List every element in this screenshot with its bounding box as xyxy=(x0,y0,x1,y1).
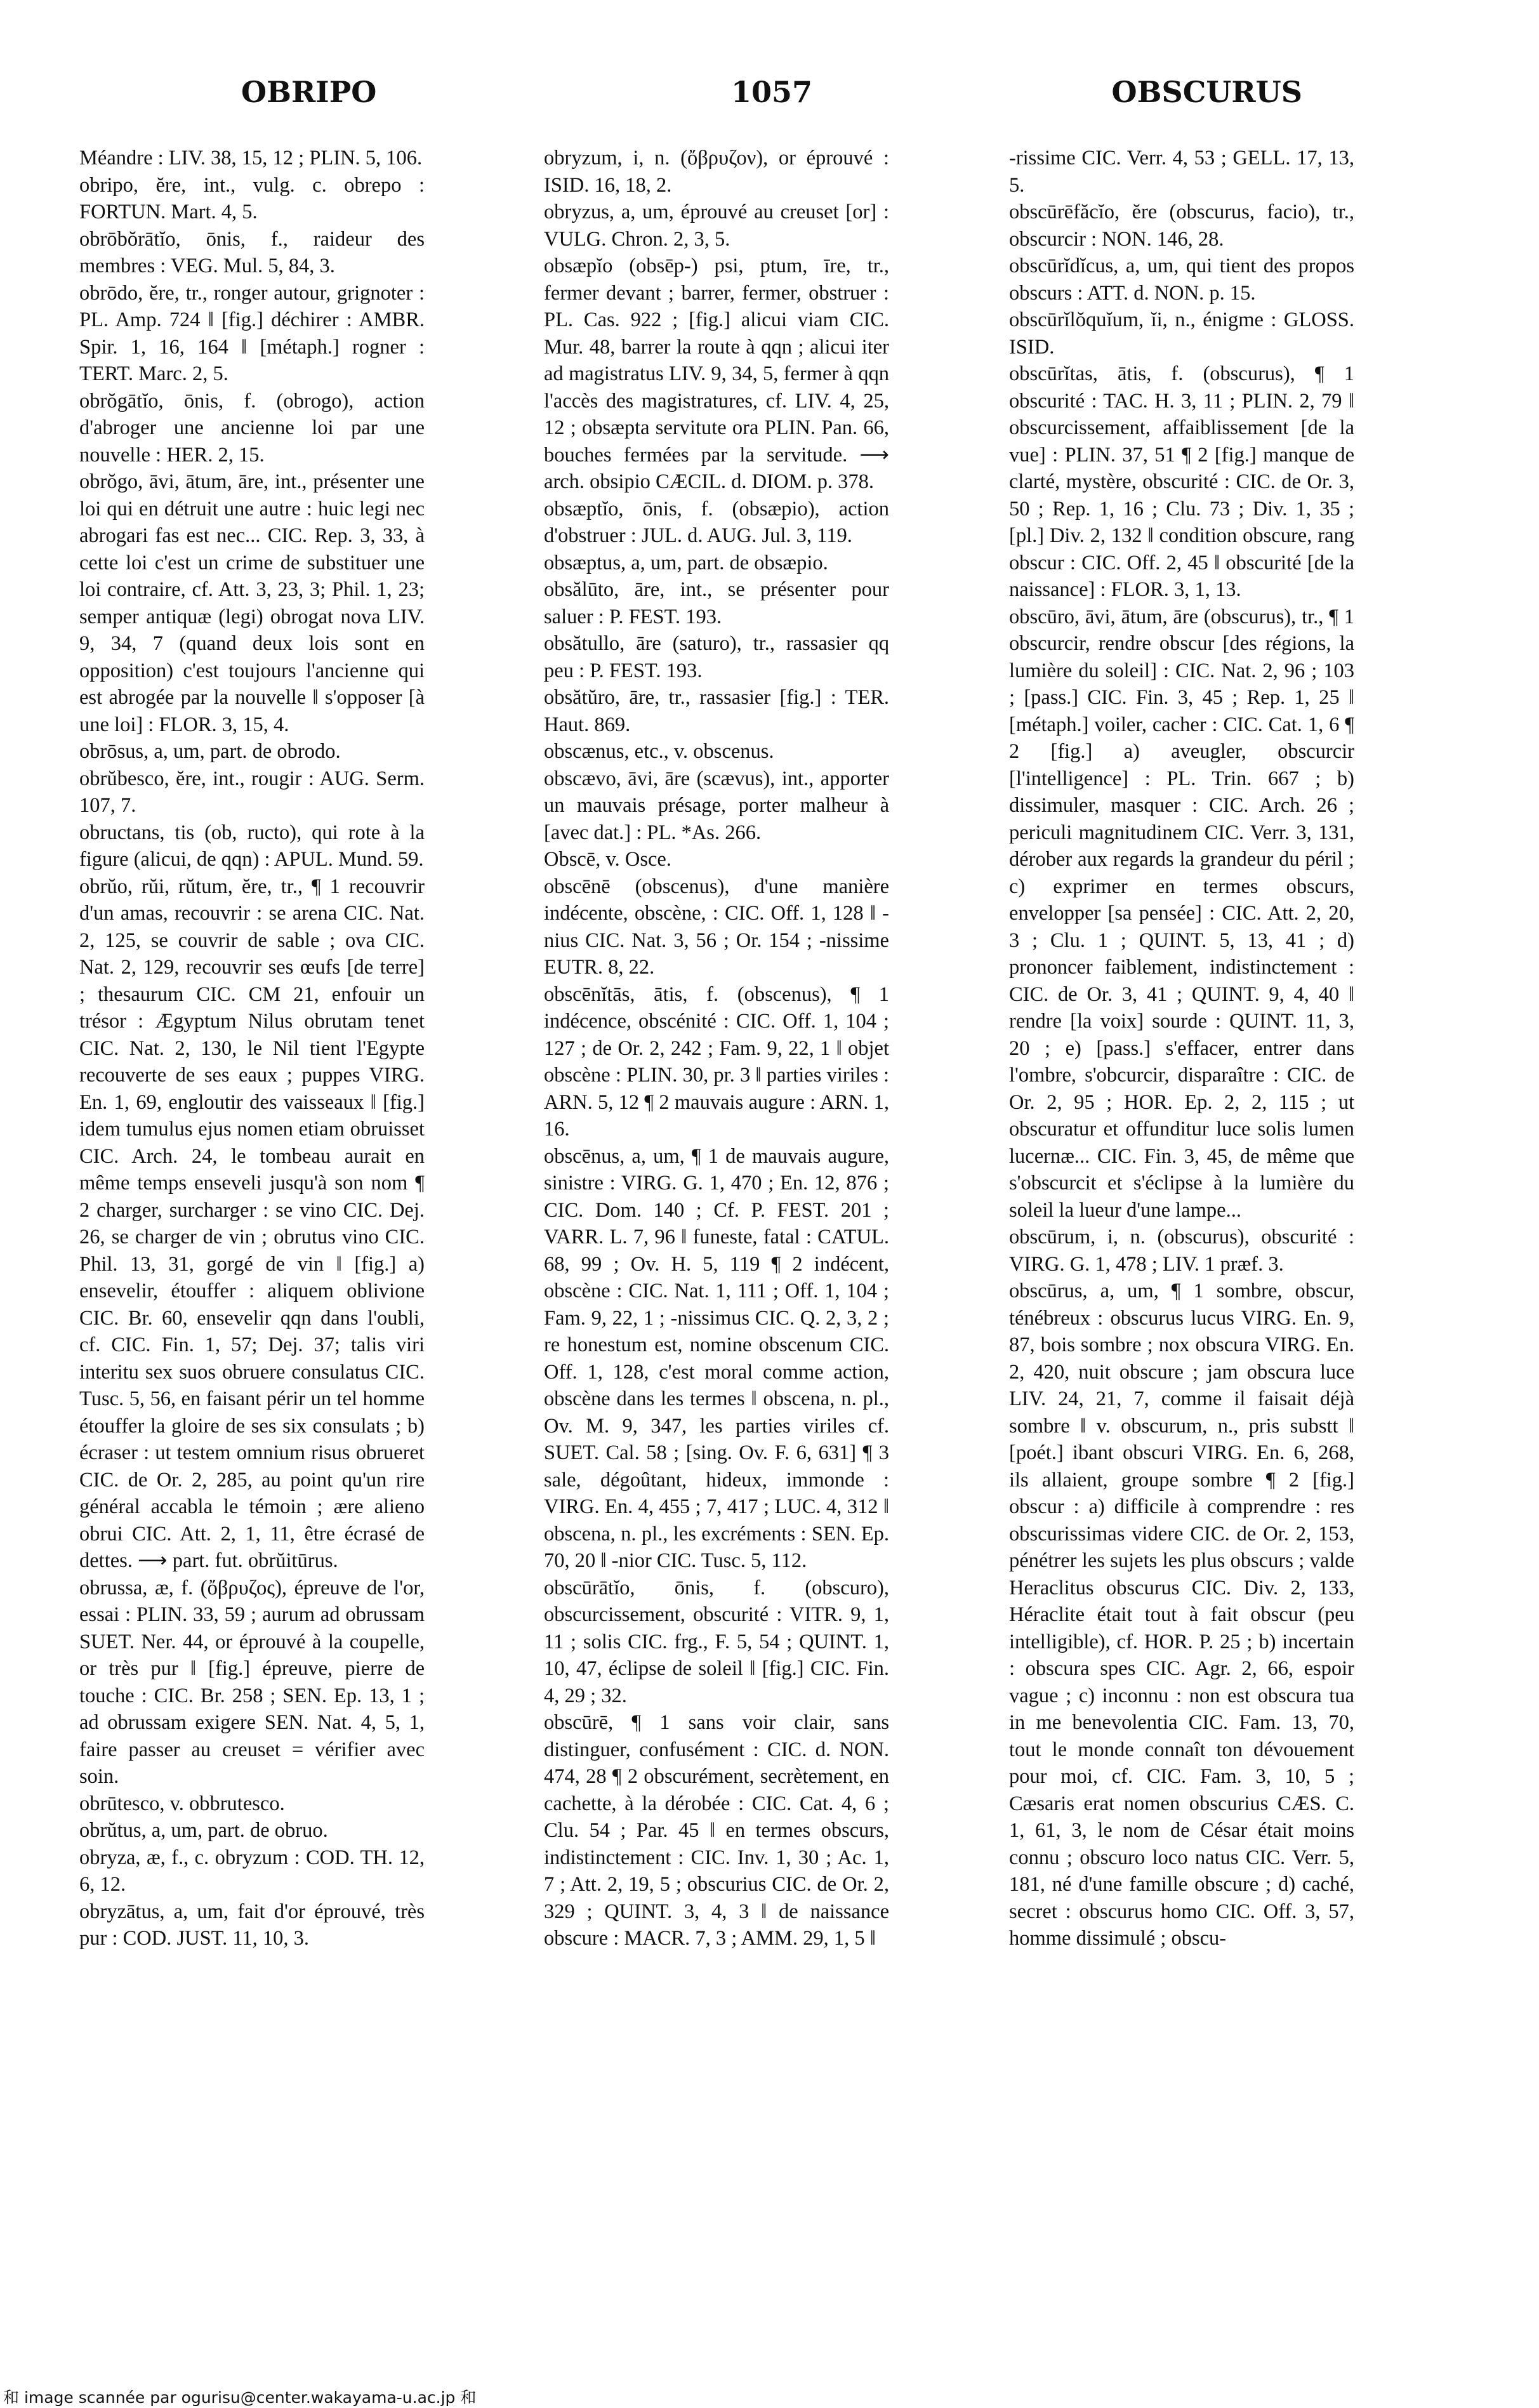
entry: obscūrēfăcĭo, ĕre (obscurus, facio), tr., obscurcir : NON. 146, 28. xyxy=(1009,201,1354,251)
entry: obscūrĭtas, ātis, f. (obscurus), ¶ 1 obscurité : TAC. H. 3, 11 ; PLIN. 2, 79 ‖ obscurcissement, affaiblissement [de la vue] : PLIN. 37, 51 ¶ 2 [fig.] manque de clarté, mystère, obscurité : CIC. de Or. 3, 50 ; Rep. 1, 16 ; Clu. 73 ; Div. 1, 35 ; [pl.] Div. 2, 132 ‖ condition obscure, rang obscur : CIC. Off. 2, 45 ‖ obscurité [de la naissance] : FLOR. 3, 1, 13. xyxy=(1009,362,1354,601)
entry: obryzātus, a, um, fait d'or éprouvé, très pur : COD. JUST. 11, 10, 3. xyxy=(79,1900,425,1950)
running-head-left: OBRIPO xyxy=(241,75,377,109)
entry: obryza, æ, f., c. obryzum : COD. TH. 12, 6, 12. xyxy=(79,1846,425,1896)
column-right xyxy=(1009,145,1354,1952)
entry: Obscē, v. Osce. xyxy=(544,848,671,871)
entry: obrussa, æ, f. (ὄβρυζος), épreuve de l'or, essai : PLIN. 33, 59 ; aurum ad obrussam SUET. Ner. 44, or éprouvé à la coupelle, or très pur ‖ [fig.] épreuve, pierre de touche : CIC. Br. 258 ; SEN. Ep. 13, 1 ; ad obrussam exigere SEN. Nat. 4, 5, 1, faire passer au creuset = vérifier avec soin. xyxy=(79,1576,425,1788)
entry: obrŏgātĭo, ōnis, f. (obrogo), action d'abroger une ancienne loi par une nouvelle : HER. 2, 15. xyxy=(79,389,425,466)
entry: obscūro, āvi, ātum, āre (obscurus), tr., ¶ 1 obscurcir, rendre obscur [des régions, la lumière du soleil] : CIC. Nat. 2, 96 ; 103 ; [pass.] CIC. Fin. 3, 45 ; Rep. 1, 25 ‖ [métaph.] voiler, cacher : CIC. Cat. 1, 6 ¶ 2 [fig.] a) aveugler, obscurcir [l'intelligence] : PL. Trin. 667 ; b) dissimuler, masquer : CIC. Arch. 26 ; periculi magnitudinem CIC. Verr. 3, 131, dérober aux regards la grandeur du péril ; c) exprimer en termes obscurs, envelopper [sa pensée] : CIC. Att. 2, 20, 3 ; Clu. 1 ; QUINT. 5, 13, 41 ; d) prononcer faiblement, indistinctement : CIC. de Or. 3, 41 ; QUINT. 9, 4, 40 ‖ rendre [la voix] sourde : QUINT. 11, 3, 20 ; e) [pass.] s'effacer, entrer dans l'ombre, s'obcurcir, disparaître : CIC. de Or. 2, 95 ; HOR. Ep. 2, 2, 115 ; ut obscuratur et offunditur luce solis lumen lucernæ... CIC. Fin. 3, 45, de même que s'obscurcit et s'éclipse à la lumière du soleil la lueur d'une lampe... xyxy=(1009,605,1354,1222)
entry: obscūrĭlŏquĭum, ĭi, n., énigme : GLOSS. ISID. xyxy=(1009,308,1354,359)
entry: obscēnĭtās, ātis, f. (obscenus), ¶ 1 indécence, obscénité : CIC. Off. 1, 104 ; 127 ; de Or. 2, 242 ; Fam. 9, 22, 1 ‖ objet obscène : PLIN. 30, pr. 3 ‖ parties viriles : ARN. 5, 12 ¶ 2 mauvais augure : ARN. 1, 16. xyxy=(544,982,889,1141)
entry: obrōsus, a, um, part. de obrodo. xyxy=(79,740,341,763)
entry: obsătullo, āre (saturo), tr., rassasier qq peu : P. FEST. 193. xyxy=(544,632,889,682)
column-middle xyxy=(544,145,889,1952)
entry: obscænus, etc., v. obscenus. xyxy=(544,740,774,763)
entry: obscūrum, i, n. (obscurus), obscurité : VIRG. G. 1, 478 ; LIV. 1 præf. 3. xyxy=(1009,1226,1354,1276)
entry: obscūrus, a, um, ¶ 1 sombre, obscur, ténébreux : obscurus lucus VIRG. En. 9, 87, bois sombre ; nox obscura VIRG. En. 2, 420, nuit obscure ; jam obscura luce LIV. 24, 21, 7, comme il faisait déjà sombre ‖ v. obscurum, n., pris substt ‖ [poét.] ibant obscuri VIRG. En. 6, 268, ils allaient, groupe sombre ¶ 2 [fig.] obscur : a) difficile à comprendre : res obscurissimas videre CIC. de Or. 2, 153, pénétrer les sujets les plus obscurs ; valde Heraclitus obscurus CIC. Div. 2, 133, Héraclite était tout à fait obscur (peu intelligible), cf. HOR. P. 25 ; b) incertain : obscura spes CIC. Agr. 2, 66, espoir vague ; c) inconnu : non est obscura tua in me benevolentia CIC. Fam. 13, 70, tout le monde connaît ton dévouement pour moi, cf. CIC. Fam. 3, 10, 5 ; Cæsaris erat nomen obscurius CÆS. C. 1, 61, 3, le nom de César était moins connu ; obscuro loco natus CIC. Verr. 5, 181, né d'une famille obscure ; d) caché, secret : obscurus homo CIC. Off. 3, 57, homme dissimulé ; obscu- xyxy=(1009,1280,1354,1950)
entry: obsătŭro, āre, tr., rassasier [fig.] : TER. Haut. 869. xyxy=(544,686,889,736)
entry: obrŏgo, āvi, ātum, āre, int., présenter une loi qui en détruit une autre : huic legi nec abrogari fas est nec... CIC. Rep. 3, 33, à cette loi c'est un crime de substituer une loi contraire, cf. Att. 3, 23, 3; Phil. 1, 23; semper antiquæ (legi) obrogat nova LIV. 9, 34, 7 (quand deux lois sont en opposition) c'est toujours l'ancienne qui est abrogée par la nouvelle ‖ s'opposer [à une loi] : FLOR. 3, 15, 4. xyxy=(79,470,425,736)
entry: obsălūto, āre, int., se présenter pour saluer : P. FEST. 193. xyxy=(544,578,889,628)
entry: obryzus, a, um, éprouvé au creuset [or] : VULG. Chron. 2, 3, 5. xyxy=(544,201,889,251)
entry: obrōbŏrātĭo, ōnis, f., raideur des membres : VEG. Mul. 5, 84, 3. xyxy=(79,227,425,277)
entry: obscævo, āvi, āre (scævus), int., apporter un mauvais présage, porter malheur à [avec dat.] : PL. *As. 266. xyxy=(544,767,889,844)
entry: obryzum, i, n. (ὄβρυζον), or éprouvé : ISID. 16, 18, 2. xyxy=(544,147,889,197)
entry: obrūtesco, v. obbrutesco. xyxy=(79,1792,285,1815)
entry: obscūrē, ¶ 1 sans voir clair, sans distinguer, confusément : CIC. d. NON. 474, 28 ¶ 2 obscurément, secrètement, en cachette, à la dérobée : CIC. Cat. 4, 6 ; Clu. 54 ; Par. 45 ‖ en termes obscurs, indistinctement : CIC. Inv. 1, 30 ; Ac. 1, 7 ; Att. 2, 19, 5 ; obscurius CIC. de Or. 2, 329 ; QUINT. 3, 4, 3 ‖ de naissance obscure : MACR. 7, 3 ; AMM. 29, 1, 5 ‖ xyxy=(544,1711,889,1950)
entry: obrōdo, ĕre, tr., ronger autour, grignoter : PL. Amp. 724 ‖ [fig.] déchirer : AMBR. Spir. 1, 16, 164 ‖ [métaph.] rogner : TERT. Marc. 2, 5. xyxy=(79,281,425,385)
entry: obsæptĭo, ōnis, f. (obsæpio), action d'obstruer : JUL. d. AUG. Jul. 3, 119. xyxy=(544,497,889,547)
entry: Méandre : LIV. 38, 15, 12 ; PLIN. 5, 106. xyxy=(79,147,423,169)
column-left xyxy=(79,145,425,1952)
entry: obscūrātĭo, ōnis, f. (obscuro), obscurcissement, obscurité : VITR. 9, 1, 11 ; solis CIC. frg., F. 5, 54 ; QUINT. 1, 10, 47, éclipse de soleil ‖ [fig.] CIC. Fin. 4, 29 ; 32. xyxy=(544,1576,889,1707)
entry: obscēnē (obscenus), d'une manière indécente, obscène, : CIC. Off. 1, 128 ‖ -nius CIC. Nat. 3, 56 ; Or. 154 ; -nissime EUTR. 8, 22. xyxy=(544,875,889,979)
entry: obscūrĭdĭcus, a, um, qui tient des propos obscurs : ATT. d. NON. p. 15. xyxy=(1009,255,1354,305)
entry: obrŭbesco, ĕre, int., rougir : AUG. Serm. 107, 7. xyxy=(79,767,425,817)
entry: obscēnus, a, um, ¶ 1 de mauvais augure, sinistre : VIRG. G. 1, 470 ; En. 12, 876 ; CIC. Dom. 140 ; Cf. P. FEST. 201 ; VARR. L. 7, 96 ‖ funeste, fatal : CATUL. 68, 99 ; Ov. H. 5, 119 ¶ 2 indécent, obscène : CIC. Nat. 1, 111 ; Off. 1, 104 ; Fam. 9, 22, 1 ; -nissimus CIC. Q. 2, 3, 2 ; re honestum est, nomine obscenum CIC. Off. 1, 128, c'est moral comme action, obscène dans les termes ‖ obscena, n. pl., Ov. M. 9, 347, les parties viriles cf. SUET. Cal. 58 ; [sing. Ov. F. 6, 631] ¶ 3 sale, dégoûtant, hideux, immonde : VIRG. En. 4, 455 ; 7, 417 ; LUC. 4, 312 ‖ obscena, n. pl., les excréments : SEN. Ep. 70, 20 ‖ -nior CIC. Tusc. 5, 112. xyxy=(544,1144,889,1572)
entry: obrŭtus, a, um, part. de obruo. xyxy=(79,1819,328,1842)
page-header xyxy=(241,75,1302,132)
scan-credit: 和 image scannée par ogurisu@center.wakayama-u.ac.jp 和 xyxy=(3,2388,477,2407)
page-number: 1057 xyxy=(730,75,813,109)
running-head-right: OBSCURUS xyxy=(1111,75,1302,109)
entry: obructans, tis (ob, ructo), qui rote à la figure (alicui, de qqn) : APUL. Mund. 59. xyxy=(79,821,425,871)
entry: obripo, ĕre, int., vulg. c. obrepo : FORTUN. Mart. 4, 5. xyxy=(79,173,425,223)
entry: obrŭo, rŭi, rŭtum, ĕre, tr., ¶ 1 recouvrir d'un amas, recouvrir : se arena CIC. Nat. 2, 125, se couvrir de sable ; ova CIC. Nat. 2, 129, recouvrir ses œufs [de terre] ; thesaurum CIC. CM 21, enfouir un trésor : Ægyptum Nilus obrutam tenet CIC. Nat. 2, 130, le Nil tient l'Egypte recouverte de ses eaux ; puppes VIRG. En. 1, 69, engloutir des vaisseaux ‖ [fig.] idem tumulus ejus nomen etiam obruisset CIC. Arch. 24, le tombeau aurait en même temps enseveli jusqu'à son nom ¶ 2 charger, surcharger : se vino CIC. Dej. 26, se charger de vin ; obrutus vino CIC. Phil. 13, 31, gorgé de vin ‖ [fig.] a) ensevelir, étouffer : aliquem oblivione CIC. Br. 60, ensevelir qqn dans l'oubli, cf. CIC. Fin. 1, 57; Dej. 37; talis viri interitu sex suos obruere consulatus CIC. Tusc. 5, 56, en faisant périr un tel homme étouffer la gloire de ses six consulats ; b) écraser : ut testem omnium risus obrueret CIC. de Or. 2, 285, au point qu'un rire général accabla le témoin ; ære alieno obrui CIC. Att. 2, 1, 11, être écrasé de dettes. ⟶ part. fut. obrŭitūrus. xyxy=(79,875,425,1572)
entry: -rissime CIC. Verr. 4, 53 ; GELL. 17, 13, 5. xyxy=(1009,147,1354,197)
entry: obsæpĭo (obsēp-) psi, ptum, īre, tr., fermer devant ; barrer, fermer, obstruer : PL. Cas. 922 ; [fig.] alicui viam CIC. Mur. 48, barrer la route à qqn ; alicui iter ad magistratus LIV. 9, 34, 5, fermer à qqn l'accès des magistratures, cf. LIV. 4, 25, 12 ; obsæpta servitute ora PLIN. Pan. 66, bouches fermées par la servitude. ⟶ arch. obsipio CÆCIL. d. DIOM. p. 378. xyxy=(544,255,889,493)
entry: obsæptus, a, um, part. de obsæpio. xyxy=(544,551,828,574)
